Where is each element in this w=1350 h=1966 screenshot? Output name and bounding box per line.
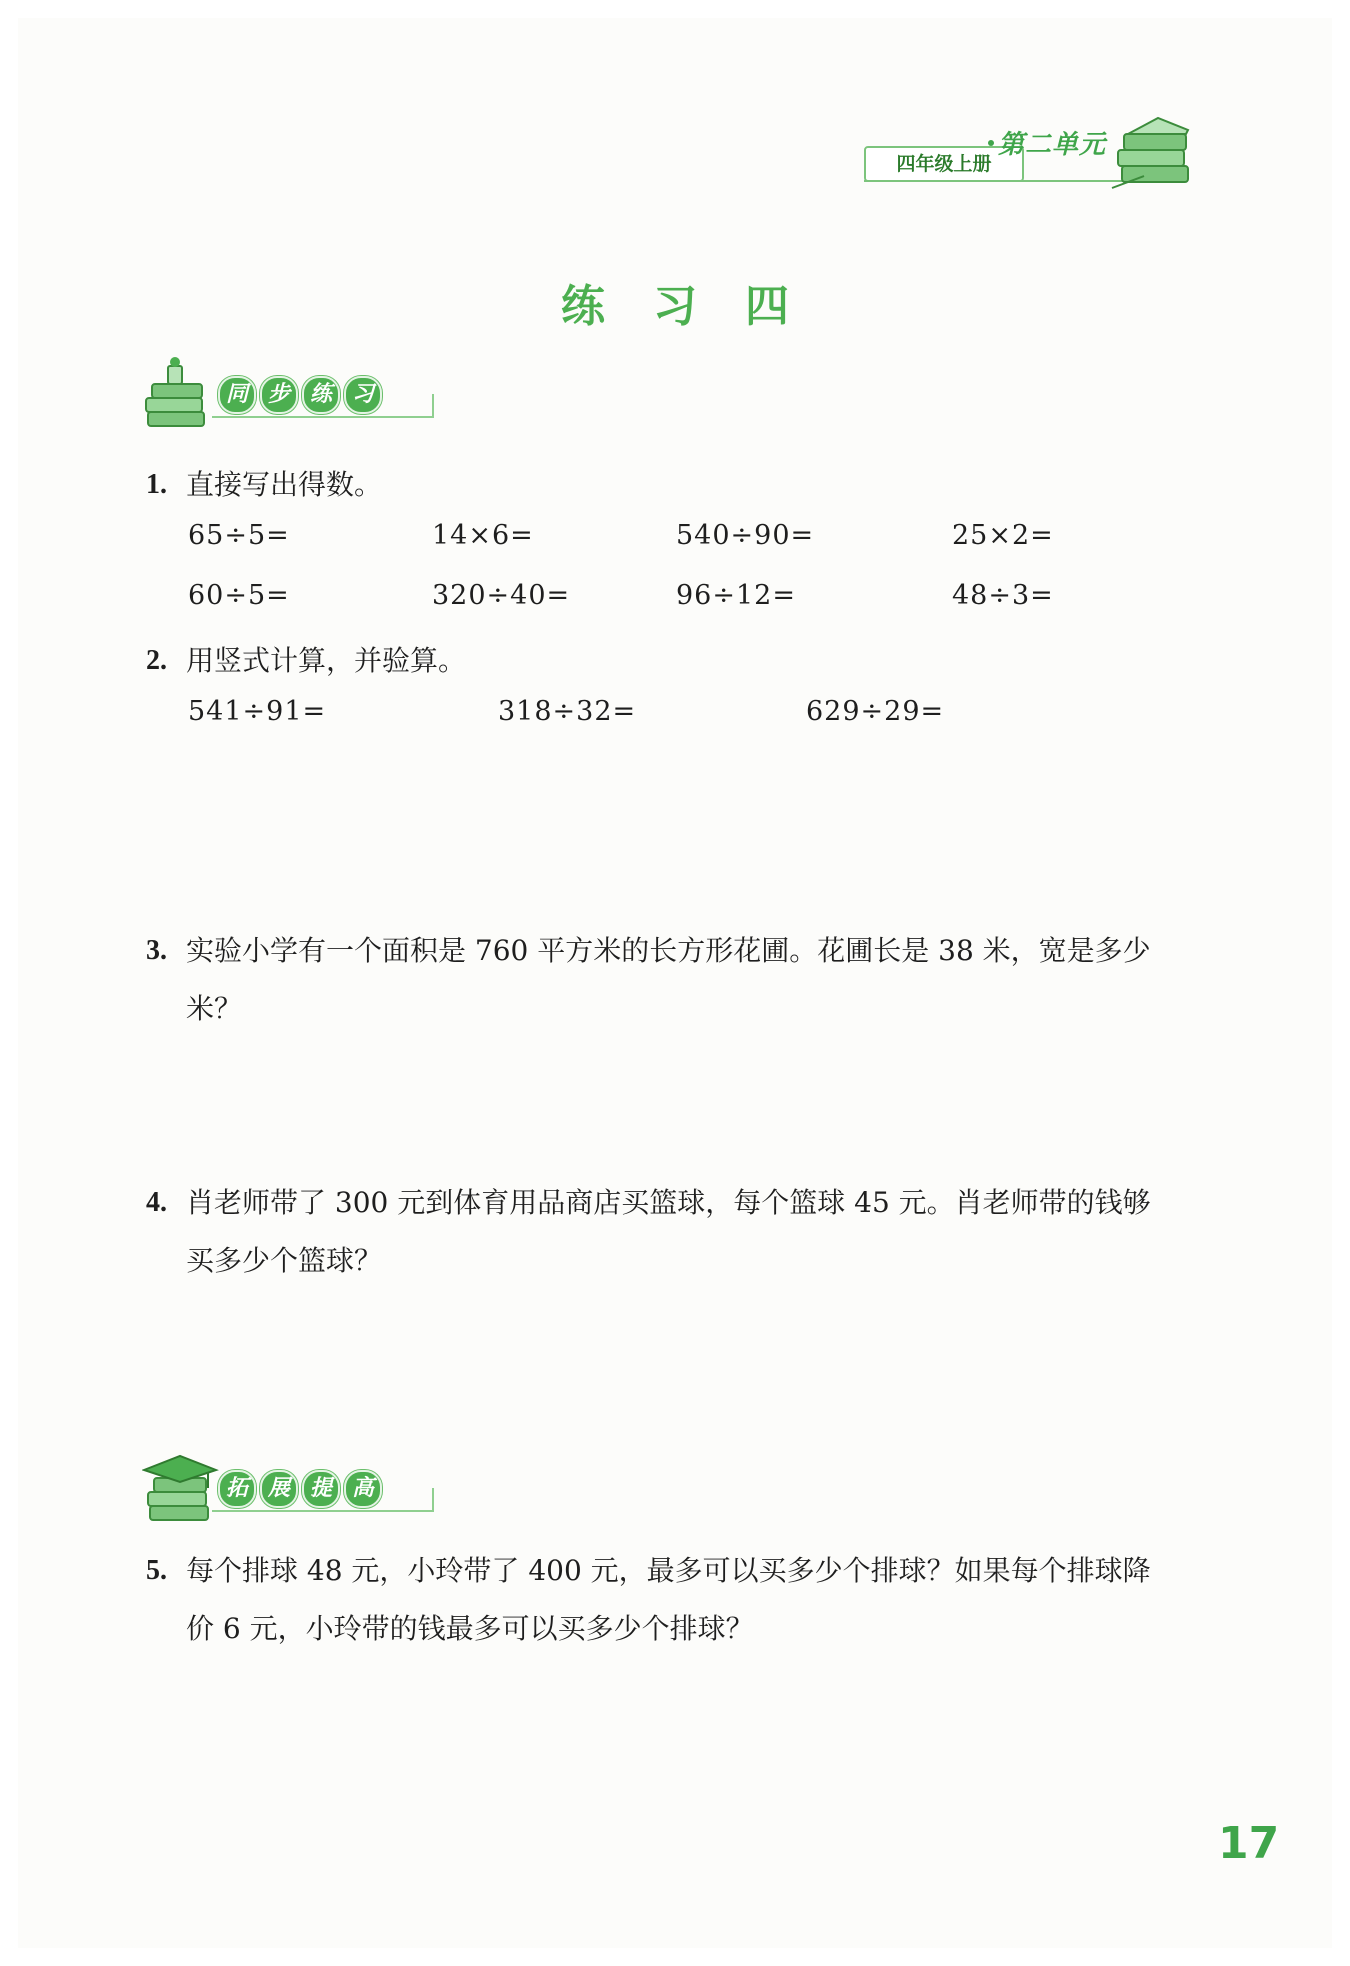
expression: 65÷5= [188,520,290,551]
section-chip: 步 [260,376,298,414]
section-chip: 练 [302,376,340,414]
section-underline [212,416,434,418]
section-chip: 高 [344,1470,382,1508]
question-4 [146,1174,1166,1290]
question-5 [146,1542,1166,1658]
section-underline [212,1510,434,1512]
section-label-sync [218,376,382,414]
expression: 48÷3= [952,580,1054,611]
section-chip: 提 [302,1470,340,1508]
section-underline-end [432,1488,434,1512]
question-number: 5. [146,1555,167,1586]
expression: 25×2= [952,520,1054,551]
question-number: 1. [146,469,167,500]
section-label-extend [218,1470,382,1508]
question-text: 直接写出得数。 [186,468,383,501]
unit-header-badge [858,116,1198,194]
question-3 [146,922,1166,1038]
question-number: 3. [146,935,167,966]
question-number: 2. [146,645,167,676]
question-number: 4. [146,1187,167,1218]
expression: 96÷12= [676,580,796,611]
expression: 14×6= [432,520,534,551]
section-chip: 同 [218,376,256,414]
page-title: 练习四 [561,281,837,332]
section-chip: 展 [260,1470,298,1508]
section-chip: 习 [344,376,382,414]
section-header-extend [142,1448,442,1528]
expression: 540÷90= [676,520,815,551]
expression: 60÷5= [188,580,290,611]
page-number: 17 [1218,1818,1280,1869]
books-stack-icon [1108,116,1198,194]
expression: 318÷32= [498,696,637,727]
section-header-sync [142,354,442,434]
expression: 320÷40= [432,580,571,611]
question-text: 每个排球 48 元，小玲带了 400 元，最多可以买多少个排球？如果每个排球降价 6 元，小玲带的钱最多可以买多少个排球？ [186,1554,1151,1645]
expression: 541÷91= [188,696,327,727]
unit-label: 第二单元 [998,130,1107,160]
workbook-page [18,18,1332,1948]
question-text: 肖老师带了 300 元到体育用品商店买篮球，每个篮球 45 元。肖老师带的钱够买多少个篮球？ [186,1186,1151,1277]
graduation-cap-books-icon [142,1448,222,1528]
question-text: 用竖式计算，并验算。 [186,644,467,677]
question-1 [146,456,1166,514]
unit-dot [988,140,994,146]
section-chip: 拓 [218,1470,256,1508]
section-underline-end [432,394,434,418]
grade-label: 四年级上册 [864,146,1024,182]
question-text: 实验小学有一个面积是 760 平方米的长方形花圃。花圃长是 38 米，宽是多少米？ [186,934,1151,1025]
lamp-books-icon [142,354,218,434]
question-2 [146,632,1166,690]
expression: 629÷29= [806,696,945,727]
